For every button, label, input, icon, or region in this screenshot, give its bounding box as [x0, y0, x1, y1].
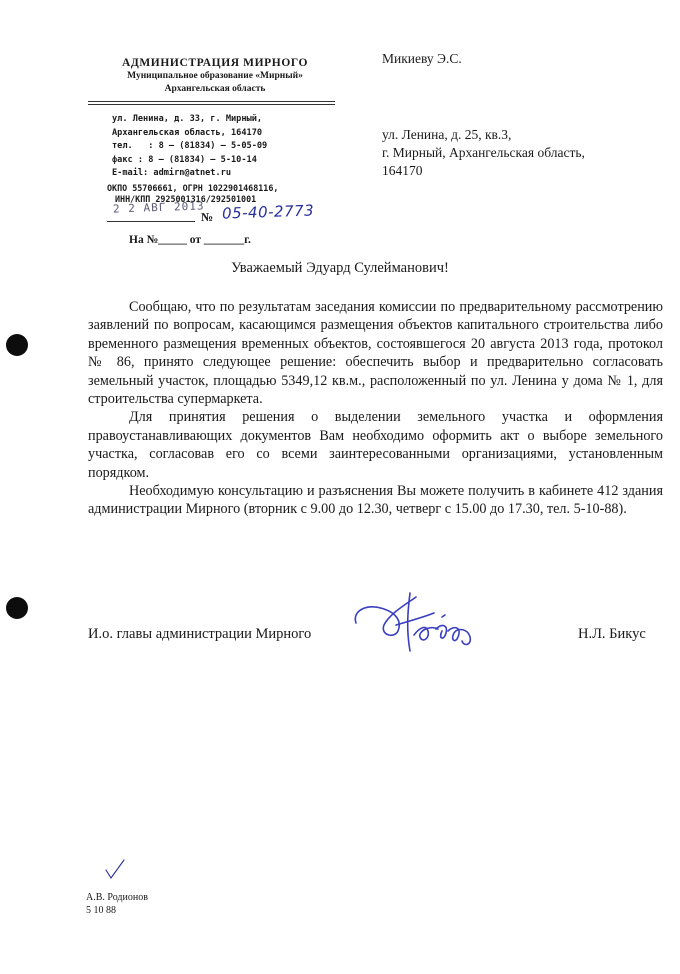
codes-line-1: ОКПО 55706661, ОГРН 1022901468116,	[107, 183, 279, 193]
org-region: Архангельская область	[164, 84, 266, 94]
letterhead-divider-2	[88, 104, 335, 105]
recipient-address-2: г. Мирный, Архангельская область,	[382, 145, 585, 160]
signatory-name: Н.Л. Бикус	[578, 626, 646, 642]
signatory-title: И.о. главы администрации Мирного	[88, 626, 312, 642]
letterhead	[95, 57, 335, 96]
org-subtitle: Муниципальное образование «Мирный»	[127, 71, 303, 81]
paragraph: Необходимую консультацию и разъяснения Вы можете получить в кабинете 412 здания администрации Мирного (вторник с 9.00 до 12.30, четверг с 15.00 до 17.30, тел. 5-10-88).	[88, 483, 663, 518]
org-name: АДМИНИСТРАЦИЯ МИРНОГО	[121, 57, 309, 69]
date-underline	[107, 221, 195, 222]
codes-line-2: ИНН/КПП 2925001316/292501001	[115, 194, 257, 204]
recipient-address-3: 164170	[382, 163, 423, 178]
address-line-2: Архангельская область, 164170	[112, 127, 263, 138]
recipient-address-1: ул. Ленина, д. 25, кв.3,	[382, 127, 512, 142]
reference-line: На №_____ от _______г.	[129, 234, 251, 246]
check-mark-icon	[104, 858, 126, 880]
outgoing-number: 05-40-2773	[221, 201, 315, 223]
date-stamp: 2 2 АВГ 2013	[112, 199, 205, 216]
executor-phone: 5 10 88	[86, 905, 116, 916]
salutation: Уважаемый Эдуард Сулейманович!	[231, 260, 449, 276]
address-line-1: ул. Ленина, д. 33, г. Мирный,	[112, 114, 263, 124]
fax: факс : 8 – (81834) – 5-10-14	[112, 154, 257, 165]
executor-name: А.В. Родионов	[86, 892, 148, 903]
email: E-mail: admirn@atnet.ru	[112, 168, 231, 178]
paragraph: Для принятия решения о выделении земельного участка и оформления правоустанавливающих документов Вам необходимо оформить акт о выборе земельного участка, согласовав его со всеми заинтересованными организациями, установленным порядком.	[88, 409, 663, 481]
handwritten-signature	[350, 585, 490, 665]
letter-body	[88, 298, 663, 519]
recipient-name: Микиеву Э.С.	[382, 51, 462, 66]
punch-hole-top	[6, 334, 28, 356]
phone: тел. : 8 – (81834) – 5-05-09	[112, 141, 268, 151]
punch-hole-bottom	[6, 597, 28, 619]
org-contacts	[112, 113, 267, 181]
executor-info	[86, 891, 148, 917]
outgoing-number-label: №	[201, 210, 214, 224]
letterhead-divider	[88, 101, 335, 102]
paragraph: Сообщаю, что по результатам заседания комиссии по предварительному рассмотрению заявлений по вопросам, касающимся размещения объектов капитального строительства либо временного размещения временных объектов, состоявшегося 20 августа 2013 года, протокол № 86, принято следующее решение: обеспечить выбор и предварительно согласовать земельный участок, площадью 5349,12 кв.м., расположенный по ул. Ленина у дома № 1, для строительства супермаркета.	[88, 299, 663, 408]
